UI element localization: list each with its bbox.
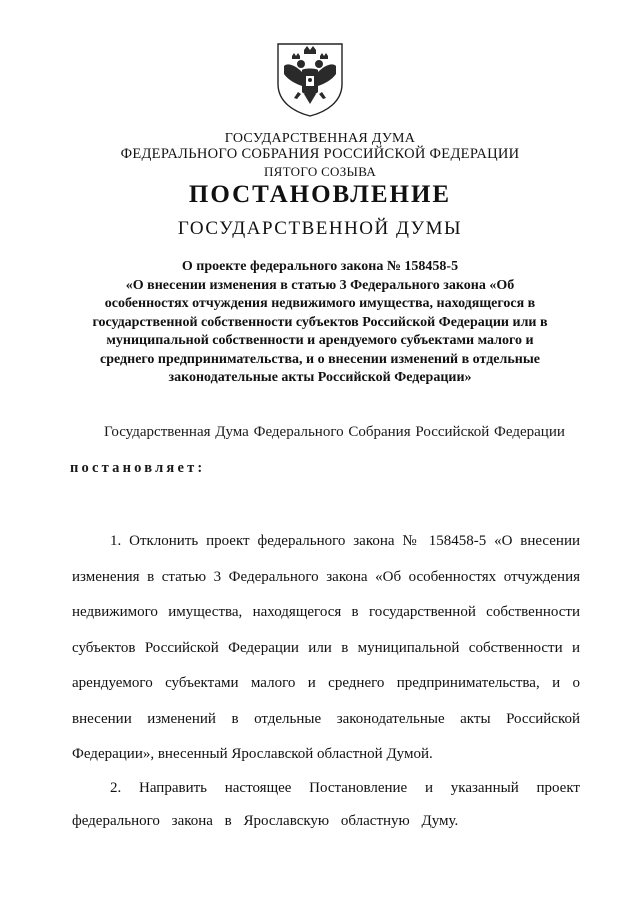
- bill-heading-line: законодательные акты Российской Федерации»: [168, 370, 472, 385]
- resolution-item-2: 2. Направить настоящее Постановление и указанный проект федерального закона в Ярославскую областную Думу.: [72, 780, 580, 829]
- document-subtitle: ГОСУДАРСТВЕННОЙ ДУМЫ: [177, 218, 463, 239]
- header-line-federal-assembly: ФЕДЕРАЛЬНОГО СОБРАНИЯ РОССИЙСКОЙ ФЕДЕРАЦИИ: [120, 146, 520, 162]
- header-line-state-duma: ГОСУДАРСТВЕННАЯ ДУМА: [224, 131, 416, 146]
- bill-heading: [70, 258, 570, 388]
- coat-of-arms-emblem: [274, 40, 346, 118]
- resolution-item-1: 1. Отклонить проект федерального закона № 158458-5 «О внесении изменения в статью 3 Федерального закона «Об особенностях отчуждения недвижимого имущества, находящегося в государственной собственности субъектов Российской Федерации или в муниципальной собственности и арендуемого субъектами малого и среднего предпринимательства, и о внесении изменений в отдельные законодательные акты Российской Федерации», внесенный Ярославской областной Думой.: [72, 533, 580, 762]
- bill-heading-line: О проекте федерального закона № 158458-5: [181, 259, 459, 274]
- bill-heading-line: особенностях отчуждения недвижимого имущества, находящегося в: [104, 296, 536, 311]
- decides-keyword: постановляет:: [70, 460, 206, 476]
- document-title: ПОСТАНОВЛЕНИЕ: [188, 181, 452, 208]
- bill-heading-line: государственной собственности субъектов Российской Федерации или в: [92, 314, 548, 330]
- assembly-statement: Государственная Дума Федерального Собрания Российской Федерации: [104, 424, 565, 440]
- bill-heading-line: среднего предпринимательства, и о внесении изменений в отдельные: [100, 351, 540, 367]
- bill-heading-line: «О внесении изменения в статью 3 Федерального закона «Об: [125, 277, 515, 293]
- bill-heading-line: муниципальной собственности и арендуемого субъектами малого и: [106, 333, 534, 348]
- header-line-convocation: ПЯТОГО СОЗЫВА: [263, 164, 377, 179]
